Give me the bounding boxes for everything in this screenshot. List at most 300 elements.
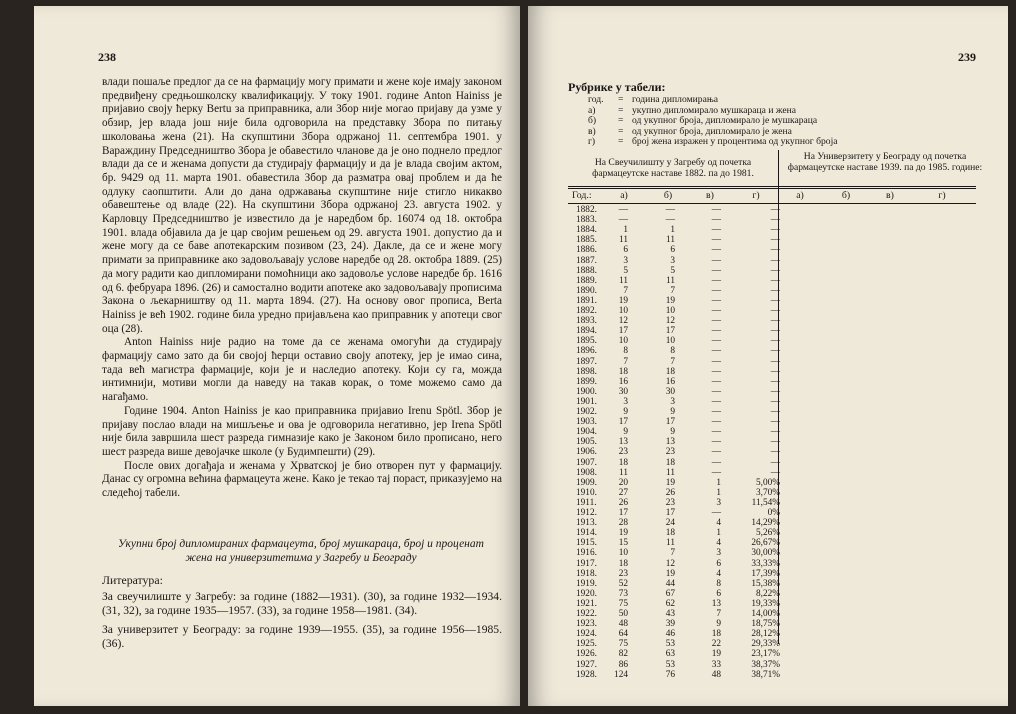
table-cell: 1895. [576,336,597,347]
table-row [568,639,968,649]
table-cell: 1910. [576,487,597,498]
table-cell: 3 [623,255,628,266]
table-cell: — [770,356,780,367]
table-cell: 15,38% [751,578,780,589]
table-cell: — [770,447,780,458]
table-cell: — [618,215,628,226]
table-cell: 48 [711,669,721,680]
table-row [568,468,968,478]
table-row [568,478,968,488]
table-row [568,316,968,326]
table-cell: 15 [618,538,628,549]
legend-row [588,95,838,106]
table-row [568,589,968,599]
table-cell: 7 [670,285,675,296]
table-cell: — [711,376,721,387]
table-cell: — [770,275,780,286]
table-row [568,377,968,387]
table-cell: 1889. [576,275,597,286]
legend-text: укупно дипломирало мушкараца и жена [632,104,797,116]
table-row [568,619,968,629]
table-cell: 20 [618,477,628,488]
table-cell: — [711,306,721,316]
table-cell: 14,00% [751,609,780,619]
legend-key: а) [588,104,596,116]
table-cell: — [770,467,780,478]
table-cell: 6 [716,558,721,569]
table-cell: 7 [716,609,721,619]
table-row [568,548,968,558]
table-cell: 28 [618,518,628,529]
table-cell: — [770,427,780,438]
table-cell: 10 [618,336,628,347]
table-cell: 46 [665,629,675,640]
table-cell: 19 [665,477,675,488]
literature-zagreb: За свеучилиште у Загребу: за године (1882—1931). (30), за године 1932—1934. (31, 32), за године 1935—1957. (33), за године 1958—1981. (34). [102,590,502,617]
table-row [568,488,968,498]
table-cell: 9 [670,407,675,417]
table-cell: 1884. [576,225,597,236]
table-cell: 18 [665,366,675,377]
table-cell: 12 [665,316,675,327]
table-cell: 5,00% [755,477,780,488]
table-cell: 13 [618,437,628,448]
table-cell: — [770,265,780,276]
legend-equals: = [618,125,624,137]
table-cell: 1 [716,487,721,498]
table-cell: 10 [618,548,628,559]
table-cell: 1883. [576,215,597,226]
table-cell: 11 [666,538,675,549]
table-cell: 1904. [576,427,597,438]
table-cell: 33 [711,659,721,670]
table-cell: 1926. [576,649,597,660]
table-cell: — [711,386,721,397]
table-cell: 53 [665,639,675,650]
table-cell: 26,67% [751,538,780,549]
table-caption: Укупни број дипломираних фармацеута, број мушкараца, број и проценат жена на универзитетима у Загребу и Београду [118,538,484,564]
table-row [568,649,968,659]
table-cell: — [711,356,721,367]
col-d-belgrade: г) [938,190,946,201]
table-cell: 1909. [576,477,597,488]
zagreb-header: На Свеучилишту у Загребу од почетка фармацеутске наставе 1882. па до 1981. [592,157,754,179]
table-cell: 23 [665,497,675,508]
table-cell: 10 [665,306,675,316]
right-page [528,6,1008,706]
table-cell: 3 [670,396,675,407]
table-cell: — [711,326,721,337]
table-cell: 11 [666,235,675,246]
table-cell: 17,39% [751,568,780,579]
table-cell: — [711,447,721,458]
table-cell: 53 [665,659,675,670]
table-cell: 1924. [576,629,597,640]
table-cell: 24 [665,518,675,529]
page-number-right: 239 [958,50,976,64]
table-row [568,367,968,377]
table-row [568,346,968,356]
legend-row [588,137,838,148]
table-row [568,670,968,680]
table-cell: 86 [618,659,628,670]
table-cell: 18 [618,558,628,569]
table-cell: 12 [665,558,675,569]
table-cell: 1 [716,477,721,488]
table-cell: 33,33% [751,558,780,569]
paragraph-3: Године 1904. Anton Hainiss је као приправника пријавио Irenu Spötl. Збор је пријаву послао влади на мишљење и ова је одговорила негативно, јер Irena Spötl није била завршила шест разреда гимназије како је Законом било прописано, него шест разреда више девојачке школе (у Будимпешти) (29). [102,404,502,458]
table-row [568,256,968,266]
table-cell: 1923. [576,619,597,630]
table-cell: 17 [618,508,628,518]
table-cell: 1894. [576,326,597,337]
table-cell: 1892. [576,306,597,316]
table-cell: 67 [665,588,675,599]
col-d: г) [752,190,760,201]
table-row [568,528,968,538]
table-row [568,215,968,225]
table-cell: 1888. [576,265,597,276]
legend-equals: = [618,136,624,148]
table-cell: 1915. [576,538,597,549]
legend [588,95,838,148]
table-cell: — [770,295,780,306]
paragraph-2: Anton Hainiss није радио на томе да се женама омогући да студирају фармацију само зато да би својој ћерци оставио своју апотеку, јер је имао сина, тада већ магистра фармације, који је и наследио апотеку. Који су га, можда интимнији, мотиви могли да наведу на такав корак, о томе можемо само да нагађамо. [102,336,502,404]
legend-equals: = [618,104,624,116]
table-cell: 30,00% [751,548,780,559]
legend-equals: = [618,94,624,105]
table-cell: 9 [623,407,628,417]
table-row [568,569,968,579]
body-text [102,76,502,501]
table-cell: 11 [619,275,628,286]
table-cell: 3 [716,548,721,559]
table-row [568,427,968,437]
table-row [568,407,968,417]
table-cell: 28,12% [751,629,780,640]
table-cell: — [711,205,721,215]
table-cell: 17 [665,326,675,337]
table-cell: 1917. [576,558,597,569]
table-row [568,660,968,670]
table-cell: 17 [618,417,628,428]
table-cell: 3 [716,497,721,508]
table-row [568,296,968,306]
page-number-left: 238 [98,50,116,64]
table-cell: 1925. [576,639,597,650]
table-cell: 1886. [576,245,597,256]
table-row [568,245,968,255]
table-cell: 19,33% [751,598,780,609]
table-cell: 1918. [576,568,597,579]
col-a: а) [620,190,628,201]
table-cell: 17 [618,326,628,337]
table-row [568,609,968,619]
table-cell: 1927. [576,659,597,670]
table-row [568,579,968,589]
table-cell: 29,33% [751,639,780,650]
legend-key: б) [588,115,597,127]
table-cell: 5 [623,265,628,276]
table-cell: 18 [665,528,675,539]
table-cell: 27 [618,487,628,498]
table-cell: — [770,457,780,468]
table-cell: 23 [665,447,675,458]
table-cell: 7 [670,548,675,559]
table-cell: 6 [623,245,628,256]
legend-key: г) [588,136,596,148]
table-cell: — [711,457,721,468]
table-cell: 19 [618,295,628,306]
table-cell: — [711,295,721,306]
table-cell: — [770,437,780,448]
table-cell: 18,75% [751,619,780,630]
legend-text: година дипломирања [632,94,719,105]
table-cell: 23 [618,568,628,579]
table-cell: — [711,265,721,276]
table-cell: 16 [665,376,675,387]
table-cell: 64 [618,629,628,640]
table-cell: — [770,235,780,246]
table-cell: 18 [618,457,628,468]
rubric-title: Рубрике у табели: [568,80,666,94]
table-cell: 1898. [576,366,597,377]
table-cell: 38,37% [751,659,780,670]
table-cell: — [711,396,721,407]
table-cell: 1911. [576,497,597,508]
table-row [568,387,968,397]
legend-text: од укупног броја, дипломирало је жена [632,125,792,137]
table-cell: 75 [618,598,628,609]
table-cell: — [770,285,780,296]
col-b-belgrade: б) [841,190,851,201]
table-cell: 11 [666,275,675,286]
table-cell: — [711,225,721,236]
table-cell: — [770,316,780,327]
table-cell: 11 [619,235,628,246]
table-row [568,235,968,245]
table-row [568,559,968,569]
table-cell: — [711,508,721,518]
table-cell: 0% [767,508,780,518]
table-cell: 1919. [576,578,597,589]
table-cell: 1901. [576,396,597,407]
literature-title: Литература: [102,573,163,587]
col-c: в) [706,190,714,201]
table-cell: 124 [614,669,628,680]
table-cell: 9 [716,619,721,630]
table-cell: 19 [665,568,675,579]
table-cell: 11 [666,467,675,478]
table-cell: 16 [618,376,628,387]
table-cell: 1913. [576,518,597,529]
table-cell: 63 [665,649,675,660]
left-page [34,6,520,706]
table-cell: 3,70% [755,487,780,498]
table-cell: 76 [665,669,675,680]
belgrade-header: На Универзитету у Београду од почетка фармацеутске наставе 1939. па до 1985. године: [787,151,983,173]
table-top-rule [568,186,976,187]
table-cell: 43 [665,609,675,619]
table-cell: 1912. [576,508,597,518]
table-cell: 4 [716,518,721,529]
table-cell: — [711,417,721,428]
table-cell: 6 [670,245,675,256]
table-cell: 23 [618,447,628,458]
table-cell: — [770,376,780,387]
table-cell: 8 [623,346,628,357]
table-cell: 30 [618,386,628,397]
table-cell: 4 [716,538,721,549]
table-cell: — [665,215,675,226]
table-cell: 1882. [576,205,597,215]
table-cell: 9 [623,427,628,438]
table-cell: 19 [711,649,721,660]
table-cell: 7 [623,285,628,296]
table-cell: — [711,437,721,448]
literature-belgrade: За универзитет у Београду: за године 1939—1955. (35), за године 1956—1985. (36). [102,623,502,650]
table-cell: 1 [623,225,628,236]
table-cell: — [711,467,721,478]
table-cell: 1891. [576,295,597,306]
table-cell: 18 [618,366,628,377]
table-row [568,276,968,286]
table-cell: — [770,346,780,357]
table-cell: — [665,205,675,215]
table-cell: — [711,336,721,347]
table-cell: 19 [618,528,628,539]
table-cell: 44 [665,578,675,589]
table-cell: 12 [618,316,628,327]
table-cell: 1887. [576,255,597,266]
table-cell: — [770,255,780,266]
table-cell: 48 [618,619,628,630]
table-row [568,629,968,639]
table-cell: 1899. [576,376,597,387]
table-row [568,538,968,548]
table-cell: 5 [670,265,675,276]
table-cell: 52 [618,578,628,589]
table-cell: 62 [665,598,675,609]
table-row [568,266,968,276]
table-row [568,306,968,316]
table-cell: 18 [665,457,675,468]
table-cell: — [770,417,780,428]
table-cell: 8 [670,346,675,357]
table-cell: 14,29% [751,518,780,529]
table-cell: — [711,245,721,256]
table-cell: — [770,306,780,316]
table-cell: 1896. [576,346,597,357]
table-row [568,286,968,296]
table-cell: — [711,235,721,246]
col-year: Год.: [572,190,592,201]
table-row [568,508,968,518]
table-cell: — [770,215,780,226]
table-cell: — [711,346,721,357]
table-row [568,357,968,367]
table-cell: — [770,326,780,337]
table-cell: — [770,245,780,256]
table-cell: 19 [665,295,675,306]
table-cell: 7 [623,356,628,367]
table-cell: 7 [670,356,675,367]
table-row [568,498,968,508]
table-cell: 1907. [576,457,597,468]
legend-text: од укупног броја, дипломирало је мушкараца [632,115,818,127]
table-cell: — [770,407,780,417]
table-cell: — [618,205,628,215]
table-cell: 1928. [576,669,597,680]
table-cell: 1905. [576,437,597,448]
table-cell: 1906. [576,447,597,458]
table-row [568,518,968,528]
table-cell: — [711,255,721,266]
table-cell: 22 [711,639,721,650]
table-cell: 1893. [576,316,597,327]
table-cell: 1 [670,225,675,236]
table-cell: — [770,225,780,236]
table-cell: 10 [665,336,675,347]
table-cell: 30 [665,386,675,397]
table-cell: 9 [670,427,675,438]
table-cell: — [770,336,780,347]
col-c-belgrade: в) [886,190,894,201]
table-cell: 1897. [576,356,597,367]
table-cell: — [770,205,780,215]
table-cell: 1920. [576,588,597,599]
paragraph-4: После ових догађаја и женама у Хрватској је био отворен пут у фармацију. Данас су огромна већина фармацеута жене. Како је текао тај пораст, приказујемо на следећој табели. [102,459,502,500]
table-cell: 1922. [576,609,597,619]
table-cell: 1885. [576,235,597,246]
table-row [568,458,968,468]
table-cell: 3 [670,255,675,266]
table-row [568,397,968,407]
table-cell: 18 [711,629,721,640]
table-cell: 39 [665,619,675,630]
legend-text: број жена изражен у процентима од укупног броја [632,136,838,148]
table-row [568,225,968,235]
table-cell: — [711,366,721,377]
table-header-rule [568,203,976,204]
table-row [568,437,968,447]
table-cell: 26 [618,497,628,508]
table-cell: 1916. [576,548,597,559]
legend-equals: = [618,115,624,127]
table-cell: 50 [618,609,628,619]
table-cell: — [711,285,721,296]
table-cell: — [711,316,721,327]
table-cell: — [711,215,721,226]
table-cell: 1908. [576,467,597,478]
table-top-rule-2 [568,188,976,189]
table-cell: 82 [618,649,628,660]
table-cell: 1902. [576,407,597,417]
table-cell: 1900. [576,386,597,397]
table-cell: 1914. [576,528,597,539]
table-cell: 1921. [576,598,597,609]
table-cell: 17 [665,508,675,518]
table-cell: 4 [716,568,721,579]
table-cell: 11,54% [751,497,780,508]
table-cell: 11 [619,467,628,478]
col-a-belgrade: а) [796,190,804,201]
table-cell: 75 [618,639,628,650]
table-row [568,599,968,609]
table-cell: 1903. [576,417,597,428]
table-cell: — [711,275,721,286]
table-row [568,336,968,346]
